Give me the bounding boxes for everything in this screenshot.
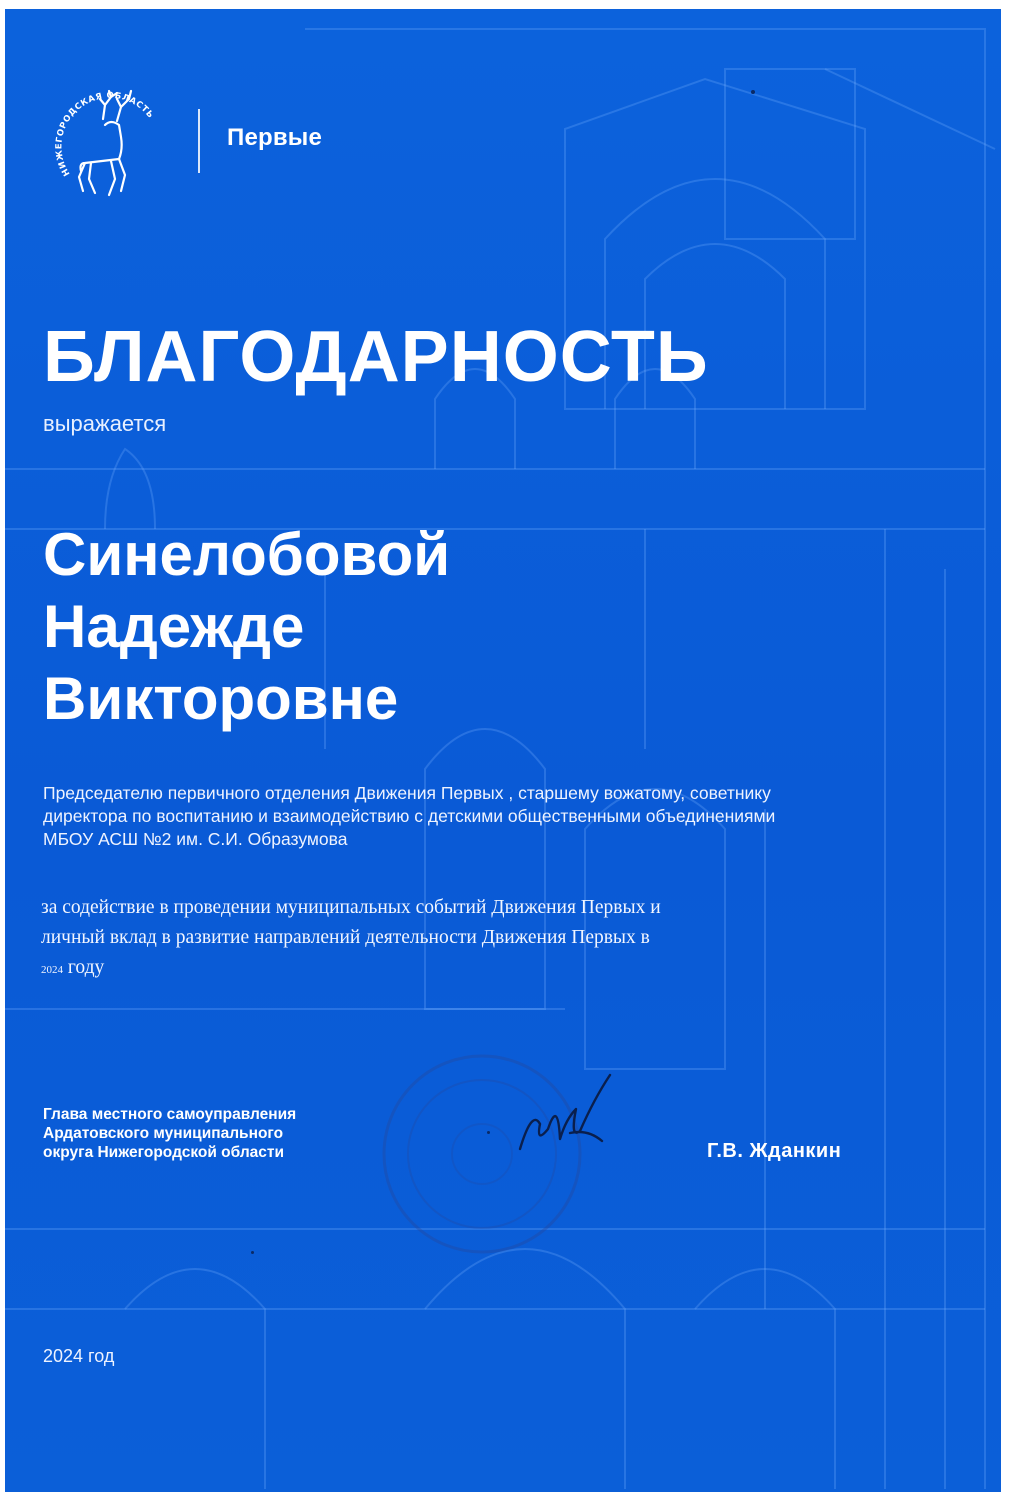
nizhny-novgorod-emblem-icon	[45, 79, 175, 209]
cathedral-background-art	[5, 9, 1001, 1492]
award-year-suffix: году	[67, 957, 105, 978]
recipient-position: Председателю первичного отделения Движения Первых , старшему вожатому, советнику директора по воспитанию и взаимодействию с детскими общественными объединениями МБОУ АСШ №2 им. С.И. Образумова	[43, 783, 776, 849]
logo-region-text: НИЖЕГОРОДСКАЯ ОБЛАСТЬ	[54, 90, 156, 178]
recipient-name	[43, 519, 450, 735]
certificate-subtitle: выражается	[43, 411, 167, 436]
certificate-title: БЛАГОДАРНОСТЬ	[43, 317, 709, 397]
award-year: 2024	[41, 964, 63, 976]
scan-speck	[487, 1131, 490, 1134]
logo-divider	[198, 109, 200, 173]
recipient-surname: Синелобовой	[43, 521, 451, 588]
certificate-sheet	[5, 9, 1001, 1492]
handwritten-signature	[510, 1069, 620, 1164]
official-title	[43, 1105, 296, 1162]
official-title-line-2: Ардатовского муниципального	[43, 1125, 284, 1142]
signer-name: Г.В. Жданкин	[707, 1140, 842, 1162]
footer-year: 2024 год	[43, 1346, 115, 1366]
award-reason-line-3	[41, 953, 861, 985]
official-title-line-1: Глава местного самоуправления	[43, 1106, 297, 1123]
award-reason-line-2: личный вклад в развитие направлений деятельности Движения Первых в	[41, 927, 650, 948]
scan-speck	[251, 1251, 254, 1254]
scan-speck	[751, 90, 755, 94]
award-reason-line-1: за содействие в проведении муниципальных событий Движения Первых и	[41, 897, 661, 918]
recipient-patronymic: Викторовне	[43, 665, 399, 732]
brand-name: Первые	[227, 124, 323, 151]
award-reason	[41, 893, 861, 985]
official-title-line-3: округа Нижегородской области	[43, 1144, 285, 1161]
recipient-first-name: Надежде	[43, 593, 305, 660]
